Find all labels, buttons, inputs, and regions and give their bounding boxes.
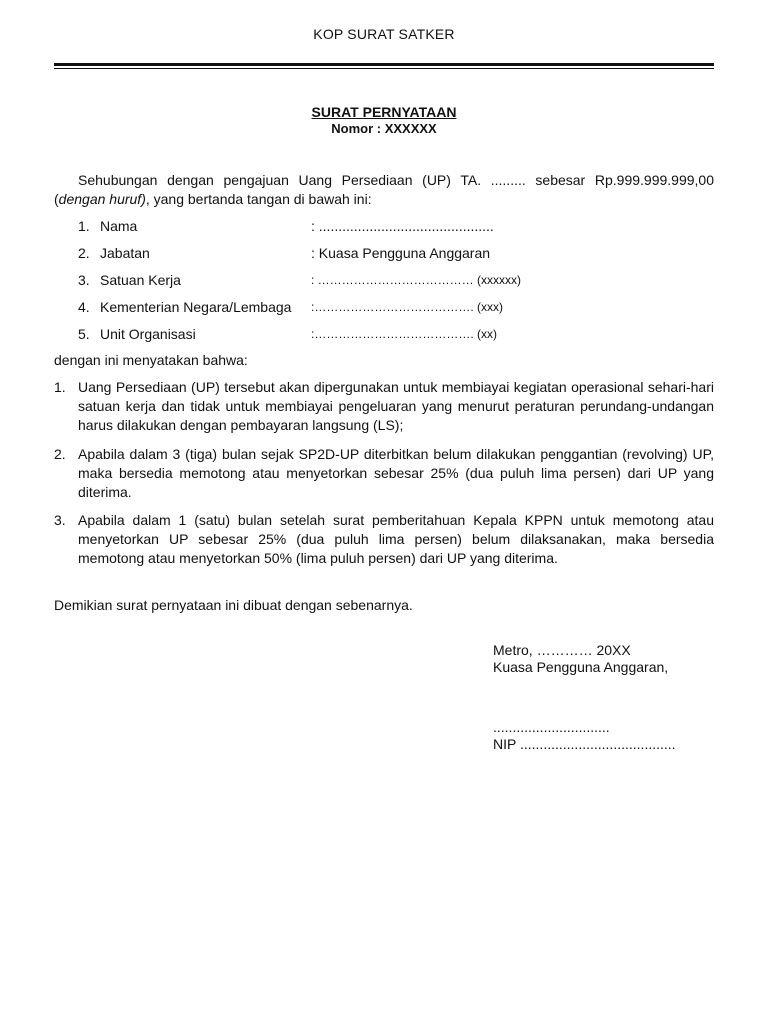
identity-value: : ............................................. xyxy=(311,218,494,234)
statement-number: 2. xyxy=(54,446,66,462)
statement-text: Apabila dalam 1 (satu) bulan setelah surat pemberitahuan Kepala KPPN untuk memotong atau menyetorkan UP sebesar 25% (dua puluh lima persen) belum dilaksanakan, maka bersedia memotong atau menyetorkan 50% (lima puluh persen) dari UP yang diterima. xyxy=(78,512,714,566)
letterhead-rule-thin xyxy=(54,68,714,69)
opening-text-part1: Sehubungan dengan pengajuan Uang Persediaan (UP) TA. ......... sebesar Rp.999.999.999,00 ( xyxy=(54,172,714,207)
identity-label: Nama xyxy=(100,218,138,234)
identity-number: 5. xyxy=(78,326,90,342)
identity-label: Jabatan xyxy=(100,245,150,261)
identity-label: Kementerian Negara/Lembaga xyxy=(100,299,292,315)
opening-text-italic: dengan huruf) xyxy=(58,191,146,207)
identity-number: 3. xyxy=(78,272,90,288)
signature-nip-line: NIP ........................................ xyxy=(493,736,676,752)
letterhead-rule-thick xyxy=(54,63,714,66)
identity-value: : Kuasa Pengguna Anggaran xyxy=(311,245,491,261)
identity-label: Unit Organisasi xyxy=(100,326,196,342)
letterhead: KOP SURAT SATKER xyxy=(313,26,455,42)
statement-text: Apabila dalam 3 (tiga) bulan sejak SP2D-UP diterbitkan belum dilakukan penggantian (revolving) UP, maka bersedia memotong atau menyetorkan sebesar 25% (dua puluh lima persen) dari UP yang diterima. xyxy=(78,446,714,500)
identity-label: Satuan Kerja xyxy=(100,272,181,288)
document-title-block xyxy=(0,104,768,120)
opening-paragraph xyxy=(54,171,714,209)
identity-row-satuan-kerja xyxy=(54,271,714,289)
closing-sentence: Demikian surat pernyataan ini dibuat dengan sebenarnya. xyxy=(54,597,413,613)
document-number: Nomor : XXXXXX xyxy=(331,121,437,136)
identity-row-unit-organisasi xyxy=(54,325,714,343)
statement-number: 3. xyxy=(54,512,66,528)
statement-text: Uang Persediaan (UP) tersebut akan dipergunakan untuk membiayai kegiatan operasional sehari-hari satuan kerja dan tidak untuk membiayai pengeluaran yang menurut peraturan perundang-undangan harus dilakukan dengan pembayaran langsung (LS); xyxy=(78,379,714,433)
identity-row-kementerian xyxy=(54,298,714,316)
document-title: SURAT PERNYATAAN xyxy=(311,104,457,120)
identity-row-nama xyxy=(54,217,714,235)
opening-text-part2: , yang bertanda tangan di bawah ini: xyxy=(145,191,372,207)
statement-number: 1. xyxy=(54,379,66,395)
identity-number: 4. xyxy=(78,299,90,315)
signature-name-line: .............................. xyxy=(493,719,610,735)
statement-lead: dengan ini menyatakan bahwa: xyxy=(54,352,248,368)
identity-row-jabatan xyxy=(54,244,714,262)
signature-place-date: Metro, ………… 20XX xyxy=(493,642,631,658)
identity-number: 1. xyxy=(78,218,90,234)
signature-position: Kuasa Pengguna Anggaran, xyxy=(493,659,669,675)
identity-value: :…………………………………. (xx) xyxy=(311,327,497,341)
identity-number: 2. xyxy=(78,245,90,261)
identity-value: :…………………………………. (xxx) xyxy=(311,300,503,314)
identity-value: : ………………………………… (xxxxxx) xyxy=(311,273,521,287)
